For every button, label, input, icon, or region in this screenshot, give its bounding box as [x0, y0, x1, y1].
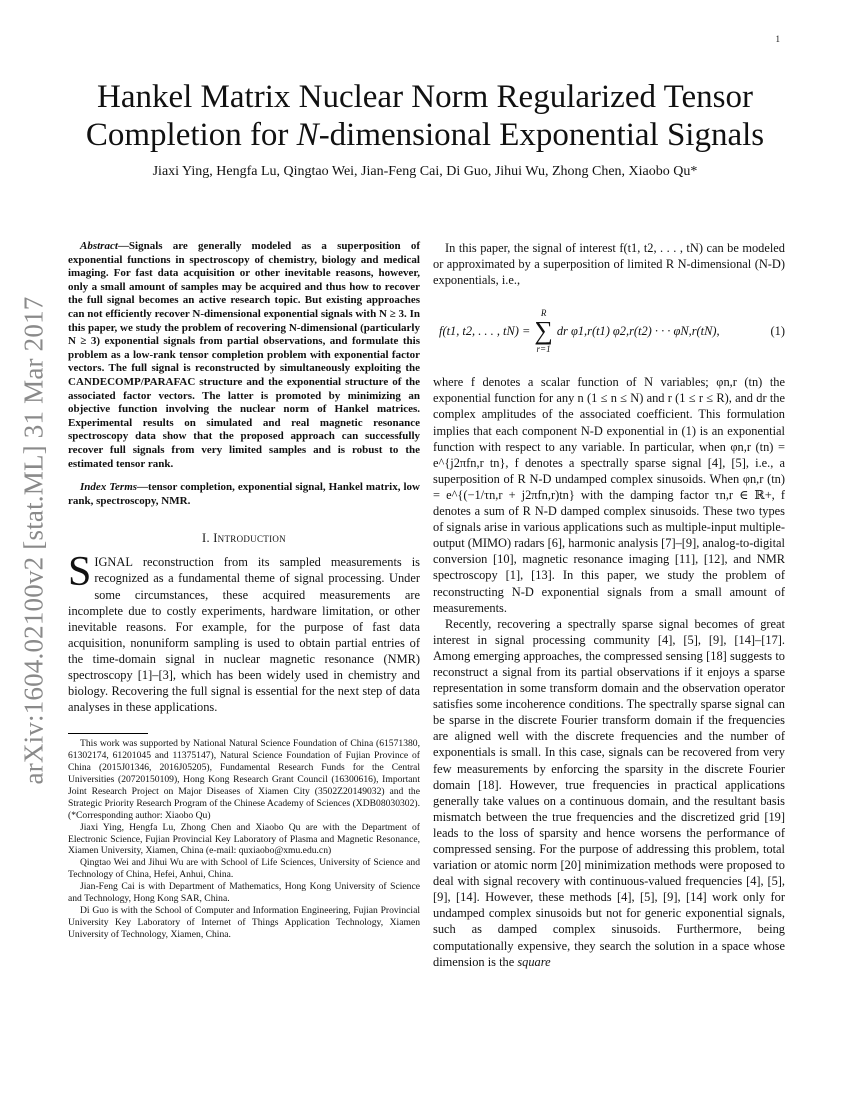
section-heading-introduction	[68, 530, 420, 546]
index-terms-text: —tensor completion, exponential signal, Hankel matrix, low rank, spectroscopy, NMR.	[68, 481, 420, 507]
summation	[534, 308, 553, 354]
dropcap-smallcaps: IGNAL	[94, 555, 133, 570]
title-line-1: Hankel Matrix Nuclear Norm Regularized Tensor	[97, 79, 753, 115]
footnote-funding: This work was supported by National Natural Science Foundation of China (61571380, 61302174, 61201045 and 11375147), Natural Science Foundation of Fujian Province of China (2015J01346, 2016J05205), Fundamental Research Funds for the Central Universities (20720150109), Hong Kong Research Grant Council (16300616), Important Joint Research Project on Major Diseases of Xiamen City (3502Z20149032) and the Strategic Priority Research Program of the Chinese Academy of Sciences (XDB08030302).(*Corresponding author: Xiaobo Qu)	[68, 738, 420, 821]
index-terms	[68, 481, 420, 508]
equation-body	[433, 308, 720, 354]
index-terms-label: Index Terms	[80, 481, 138, 494]
footnote-affiliation-ustc: Qingtao Wei and Jihui Wu are with School of Life Sciences, University of Science and Technology of China, Hefei, Anhui, China.	[68, 857, 420, 881]
section-numeral: I.	[202, 531, 210, 546]
right-paragraph-3	[433, 616, 785, 970]
left-column	[68, 240, 420, 941]
paper-title	[60, 78, 790, 154]
section-title: Introduction	[213, 531, 286, 546]
footnote-affiliation-hkust: Jian-Feng Cai is with Department of Mathematics, Hong Kong University of Science and Technology, Hong Kong SAR, China.	[68, 881, 420, 905]
footnotes	[68, 738, 420, 940]
equation-rhs: dr φ1,r(t1) φ2,r(t2) · · · φN,r(tN),	[556, 324, 720, 339]
equation-lhs: f(t1, t2, . . . , tN) =	[439, 324, 531, 339]
arxiv-stamp	[6, 285, 62, 795]
abstract-label: Abstract	[80, 240, 118, 252]
intro-paragraph	[68, 549, 420, 715]
intro-paragraph-text: reconstruction from its sampled measurements is recognized as a fundamental theme of signal processing. Under some circumstances, these acquired measurements are incomplete due to costly experiments, hardware limitation, or other inevitable reasons. For example, for the purpose of fast data acquisition, nonuniform sampling is used to obtain partial entries of the time-domain signal in nuclear magnetic resonance (NMR) spectroscopy [1]–[3], which has been widely used in chemistry and biology. Recovering the full signal is essential for the next step of data analyses in these applications.	[68, 555, 420, 715]
right-paragraph-3-italic: square	[517, 954, 551, 969]
sum-lower-limit: r=1	[536, 344, 551, 355]
right-paragraph-3-text: Recently, recovering a spectrally sparse signal becomes of great interest in signal processing community [4], [5], [9], [14]–[17]. Among emerging approaches, the compressed sensing [18] suggests to reconstruct a signal from its partial observations if it enjoys a sparse representation in some transform domain and the observation operator satisfies some incoherence conditions. The spectrally sparse signal can be sparse in the discrete Fourier transform domain if the frequencies are aligned well with the discrete frequencies and the number of exponentials is small. In this case, signals can be recovered from very few measurements by enforcing the sparsity in the discrete Fourier domain [18]. However, true frequencies in practical applications generally take values on a continuous domain, and the resultant basis mismatch between the true frequencies and the discretized grid [19] leads to the loss of sparsity and hence worsens the performance of compressed sensing. For the purpose of addressing this problem, total variation or atomic norm [20] minimization methods were proposed to deal with signal recovery with continuous-valued frequencies [4], [5], [9], [14]. However, these methods [4], [5], [9], [14] work only for undamped complex sinusoids but not for generic exponential signals, such as damped complex sinusoids. Furthermore, being computationally expensive, they search the solution in a space whose dimension is the	[433, 616, 785, 969]
dropcap-letter: S	[68, 549, 92, 596]
right-paragraph-1: In this paper, the signal of interest f(t1, t2, . . . , tN) can be modeled or approximated by a superposition of limited R N-dimensional (N-D) exponentials, i.e.,	[433, 241, 785, 288]
abstract	[68, 240, 420, 471]
title-line-2-var: N	[296, 117, 319, 153]
footnote-affiliation-xmu: Jiaxi Ying, Hengfa Lu, Zhong Chen and Xiaobo Qu are with the Department of Electronic Science, Fujian Provincial Key Laboratory of Plasma and Magnetic Resonance, Xiamen University, Xiamen, China (e-mail: quxiaobo@xmu.edu.cn)	[68, 821, 420, 857]
sigma-icon: ∑	[534, 316, 553, 346]
arxiv-stamp-text: arXiv:1604.02100v2 [stat.ML] 31 Mar 2017	[18, 296, 49, 784]
title-line-2-pre: Completion for	[85, 117, 297, 153]
equation-number: (1)	[770, 324, 785, 339]
right-column	[433, 240, 785, 970]
sum-upper-limit: R	[540, 308, 547, 319]
right-paragraph-2: where f denotes a scalar function of N variables; φn,r (tn) the exponential function for any n (1 ≤ n ≤ N) and r (1 ≤ r ≤ R), and dr the complex amplitudes of the associated coefficient. This formulation implies that each component N-D exponential in (1) is an exponential function with respect to any variable. In particular, when φn,r (tn) = e^{j2πfn,r tn}, f denotes a spectrally sparse signal [4], [5], i.e., a superposition of R N-D undamped complex sinusoids. When φn,r (tn) = e^{(−1/τn,r + j2πfn,r)tn} with the damping factor τn,r ∈ ℝ+, f denotes a sum of R N-D damped complex sinusoids. These two types of signals arise in various applications such as multiple-input multiple-output (MIMO) radars [6], harmonic analysis [7]–[9], analog-to-digital conversion [10], magnetic resonance imaging [11], [12], and NMR spectroscopy [1], [13]. In this paper, we study the problem of reconstructing N-D exponential signals from a small amount of measurements.	[433, 375, 786, 615]
author-list: Jiaxi Ying, Hengfa Lu, Qingtao Wei, Jian-Feng Cai, Di Guo, Jihui Wu, Zhong Chen, Xiaobo Qu*	[152, 164, 698, 179]
abstract-text: —Signals are generally modeled as a superposition of exponential functions in spectroscopy of chemistry, biology and medical imaging. For fast data acquisition or other inevitable reasons, however, only a small amount of samples may be acquired and thus how to recover the full signal becomes an active research topic. But existing approaches can not efficiently recover N-dimensional exponential signals with N ≥ 3. In this paper, we study the problem of recovering N-dimensional (particularly N ≥ 3) exponential signals from partial observations, and formulate this problem as a low-rank tensor completion problem with exponential factor vectors. The full signal is reconstructed by simultaneously exploiting the CANDECOMP/PARAFAC structure and the exponential structure of the associated factor vectors. The latter is promoted by minimizing an objective function involving the nuclear norm of Hankel matrices. Experimental results on simulated and real magnetic resonance spectroscopy data show that the proposed approach can successfully recover full signals from very limited samples and is robust to the estimated tensor rank.	[68, 240, 420, 470]
equation-1	[433, 302, 785, 360]
footnote-affiliation-xmut: Di Guo is with the School of Computer and Information Engineering, Fujian Provincial University Key Laboratory of Internet of Things Application Technology, Xiamen University of Technology, Xiamen, China.	[68, 905, 420, 940]
page-number: 1	[775, 34, 780, 44]
footnote-rule	[68, 733, 148, 734]
title-line-2-post: -dimensional Exponential Signals	[318, 117, 765, 153]
